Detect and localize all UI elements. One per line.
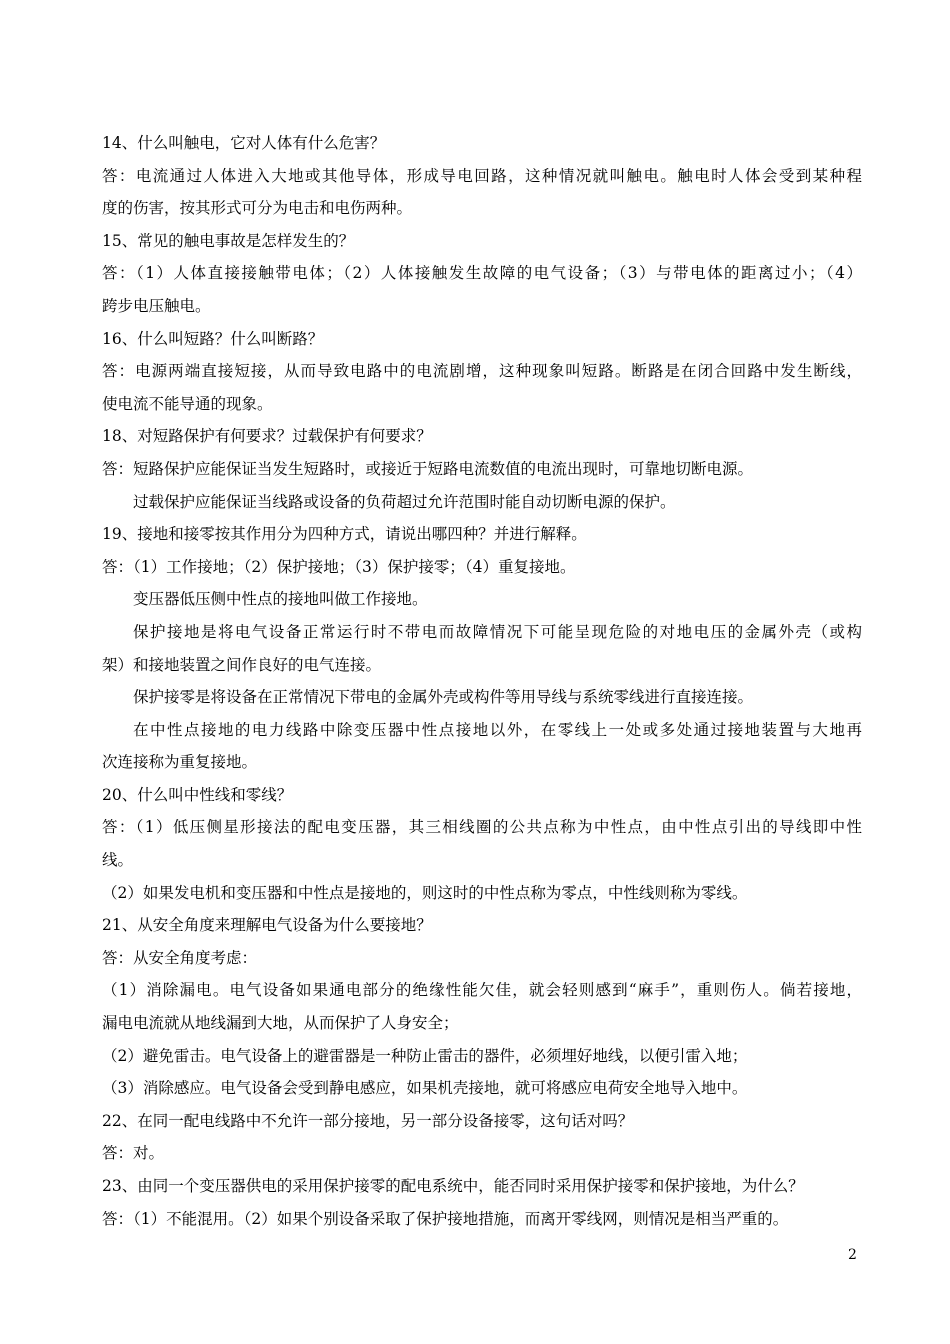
answer-14-line-1: 答：电流通过人体进入大地或其他导体，形成导电回路，这种情况就叫触电。触电时人体会受到某种程 xyxy=(102,166,862,185)
answer-19-repeat-grounding-1: 在中性点接地的电力线路中除变压器中性点接地以外，在零线上一处或多处通过接地装置与大地再 xyxy=(133,720,862,739)
answer-16-line-1: 答：电源两端直接短接，从而导致电路中的电流剧增，这种现象叫短路。断路是在闭合回路中发生断线， xyxy=(102,362,862,381)
question-20: 20、什么叫中性线和零线？ xyxy=(102,785,293,804)
answer-19-protective-grounding-2: 架）和接地装置之间作良好的电气连接。 xyxy=(102,655,382,674)
document-body xyxy=(102,127,862,1235)
question-23: 23、由同一个变压器供电的采用保护接零的配电系统中，能否同时采用保护接零和保护接地，为什么？ xyxy=(102,1177,804,1195)
answer-20-line-3: （2）如果发电机和变压器和中性点是接地的，则这时的中性点称为零点，中性线则称为零线。 xyxy=(102,883,748,902)
answer-20-line-1: 答：（1）低压侧星形接法的配电变压器，其三相线圈的公共点称为中性点，由中性点引出的导线即中性 xyxy=(102,818,862,837)
page-number: 2 xyxy=(848,1247,857,1263)
question-22: 22、在同一配电线路中不允许一部分接地，另一部分设备接零，这句话对吗？ xyxy=(102,1111,634,1130)
answer-19-protective-neutral: 保护接零是将设备在正常情况下带电的金属外壳或构件等用导线与系统零线进行直接连接。 xyxy=(133,688,754,707)
answer-18-line-1: 答：短路保护应能保证当发生短路时，或接近于短路电流数值的电流出现时，可靠地切断电源。 xyxy=(102,459,754,478)
answer-22: 答：对。 xyxy=(102,1144,165,1163)
answer-15-line-1: 答：（1）人体直接接触带电体；（2）人体接触发生故障的电气设备；（3）与带电体的距离过小；（4） xyxy=(102,264,862,283)
answer-14-line-2: 度的伤害，按其形式可分为电击和电伤两种。 xyxy=(102,199,413,218)
question-16: 16、什么叫短路？什么叫断路？ xyxy=(102,329,324,348)
question-21: 21、从安全角度来理解电气设备为什么要接地？ xyxy=(102,916,432,935)
answer-21-item-1-line-1: （1）消除漏电。电气设备如果通电部分的绝缘性能欠佳，就会轻则感到“麻手”，重则伤人。倘若接地， xyxy=(102,981,862,1000)
answer-21-item-2: （2）避免雷击。电气设备上的避雷器是一种防止雷击的器件，必须埋好地线，以便引雷入地； xyxy=(102,1046,748,1065)
question-14: 14、什么叫触电，它对人体有什么危害？ xyxy=(102,134,386,152)
answer-21-item-1-line-2: 漏电电流就从地线漏到大地，从而保护了人身安全； xyxy=(102,1014,459,1033)
answer-23: 答：（1）不能混用。（2）如果个别设备采取了保护接地措施，而离开零线网，则情况是相当严重的。 xyxy=(102,1209,789,1228)
question-19: 19、接地和接零按其作用分为四种方式，请说出哪四种？并进行解释。 xyxy=(102,525,587,544)
answer-19-repeat-grounding-2: 次连接称为重复接地。 xyxy=(102,753,258,772)
answer-21-item-3: （3）消除感应。电气设备会受到静电感应，如果机壳接地，就可将感应电荷安全地导入地中。 xyxy=(102,1079,748,1098)
answer-20-line-2: 线。 xyxy=(102,851,134,870)
answer-15-line-2: 跨步电压触电。 xyxy=(102,296,211,315)
answer-21-intro: 答：从安全角度考虑： xyxy=(102,948,258,967)
answer-19-protective-grounding-1: 保护接地是将电气设备正常运行时不带电而故障情况下可能呈现危险的对地电压的金属外壳（或构 xyxy=(133,622,862,641)
answer-19-work-grounding: 变压器低压侧中性点的接地叫做工作接地。 xyxy=(133,590,428,609)
question-15: 15、常见的触电事故是怎样发生的？ xyxy=(102,231,355,250)
answer-16-line-2: 使电流不能导通的现象。 xyxy=(102,394,273,413)
question-18: 18、对短路保护有何要求？过载保护有何要求？ xyxy=(102,427,432,446)
answer-18-line-2: 过载保护应能保证当线路或设备的负荷超过允许范围时能自动切断电源的保护。 xyxy=(133,492,676,511)
answer-19-line-1: 答：（1）工作接地；（2）保护接地；（3）保护接零；（4）重复接地。 xyxy=(102,557,576,576)
